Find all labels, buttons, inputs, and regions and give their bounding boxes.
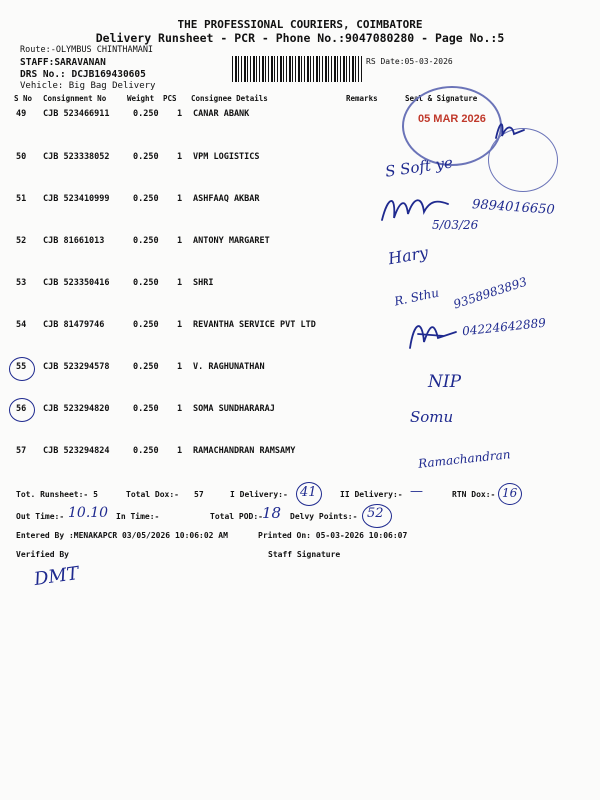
row-consignment: CJB 523294578 (43, 362, 110, 372)
row-weight: 0.250 (133, 362, 159, 372)
row-consignee: VPM LOGISTICS (193, 152, 260, 162)
col-sno: S No (14, 94, 33, 103)
row-pcs: 1 (177, 278, 183, 288)
rs-date: RS Date:05-03-2026 (366, 57, 453, 66)
rtn-dox-value: 16 (502, 486, 518, 500)
staff-text: STAFF:SARAVANAN (20, 57, 106, 68)
tot-runsheet: Tot. Runsheet:- 5 (16, 490, 98, 499)
row-consignee: REVANTHA SERVICE PVT LTD (193, 320, 316, 330)
handwritten-phone: 04224642889 (461, 315, 547, 339)
row-consignee: SHRI (193, 278, 214, 288)
row-sno: 57 (16, 446, 27, 456)
signature-scribble (404, 312, 464, 354)
company-title: THE PROFESSIONAL COURIERS, COIMBATORE (177, 18, 423, 31)
row-sno: 54 (16, 320, 27, 330)
row-pcs: 1 (177, 404, 183, 414)
row-consignment: CJB 523466911 (43, 109, 110, 119)
barcode-image (232, 56, 362, 82)
handwritten-signature: R. Sthu (393, 285, 441, 309)
row-consignee: RAMACHANDRAN RAMSAMY (193, 446, 296, 456)
printed-on: Printed On: 05-03-2026 10:06:07 (258, 531, 408, 540)
handwritten-signature: Ramachandran (417, 447, 512, 471)
handwritten-signature: S Soft ye (384, 153, 454, 181)
row-sno: 53 (16, 278, 27, 288)
handwritten-phone: 9894016650 (471, 197, 556, 218)
in-time-label: In Time:- (116, 512, 160, 521)
ii-delivery-value: — (410, 484, 423, 499)
stamp-date: 05 MAR 2026 (418, 113, 486, 125)
rtn-dox-label: RTN Dox:- (452, 490, 496, 499)
ii-delivery-label: II Delivery:- (340, 490, 403, 499)
runsheet-subtitle: Delivery Runsheet - PCR - Phone No.:9047080280 - Page No.:5 (95, 31, 505, 45)
row-consignment: CJB 523294824 (43, 446, 110, 456)
col-pcs: PCS (163, 94, 177, 103)
i-delivery-label: I Delivery:- (230, 490, 288, 499)
row-pcs: 1 (177, 446, 183, 456)
verified-signature: DMT (32, 562, 81, 591)
row-weight: 0.250 (133, 278, 159, 288)
row-consignment: CJB 81479746 (43, 320, 105, 330)
row-weight: 0.250 (133, 194, 159, 204)
row-weight: 0.250 (133, 236, 159, 246)
route-text: Route:-OLYMBUS CHINTHAMANI (20, 45, 154, 55)
row-consignee: V. RAGHUNATHAN (193, 362, 265, 372)
i-delivery-value: 41 (300, 485, 317, 500)
out-time-label: Out Time:- (16, 512, 65, 521)
row-pcs: 1 (177, 320, 183, 330)
row-sno: 51 (16, 194, 27, 204)
row-consignment: CJB 523338052 (43, 152, 110, 162)
col-weight: Weight (127, 94, 155, 103)
row-consignee: CANAR ABANK (193, 109, 250, 119)
row-pcs: 1 (177, 109, 183, 119)
handwritten-phone: 9358983893 (451, 274, 529, 312)
row-consignment: CJB 523350416 (43, 278, 110, 288)
total-pod-value: 18 (262, 504, 282, 522)
row-pcs: 1 (177, 152, 183, 162)
drs-number: DRS No.: DCJB169430605 (20, 69, 146, 80)
signature-scribble (490, 116, 530, 146)
total-dox-label: Total Dox:- (126, 490, 179, 499)
row-sno: 49 (16, 109, 27, 119)
handwritten-signature: Hary (386, 242, 430, 269)
row-consignee: SOMA SUNDHARARAJ (193, 404, 275, 414)
row-sno: 50 (16, 152, 27, 162)
delvy-points-value: 52 (367, 506, 384, 521)
row-sno: 56 (16, 404, 27, 414)
row-consignee: ASHFAAQ AKBAR (193, 194, 260, 204)
handwritten-remark: NIP (428, 372, 462, 392)
col-seal-signature: Seal & Signature (405, 94, 478, 103)
row-weight: 0.250 (133, 446, 159, 456)
verified-by-label: Verified By (16, 550, 69, 559)
staff-signature-label: Staff Signature (268, 550, 341, 559)
row-consignment: CJB 523410999 (43, 194, 110, 204)
row-pcs: 1 (177, 362, 183, 372)
row-weight: 0.250 (133, 404, 159, 414)
row-sno: 52 (16, 236, 27, 246)
total-pod-label: Total POD:- (210, 512, 263, 521)
col-consignee: Consignee Details (191, 94, 268, 103)
row-pcs: 1 (177, 236, 183, 246)
vehicle-text: Vehicle: Big Bag Delivery (20, 81, 156, 91)
row-consignment: CJB 523294820 (43, 404, 110, 414)
row-consignee: ANTONY MARGARET (193, 236, 270, 246)
row-consignment: CJB 81661013 (43, 236, 105, 246)
col-consignment: Consignment No (43, 94, 107, 103)
handwritten-signature: Somu (410, 408, 454, 426)
entered-by: Entered By :MENAKAPCR 03/05/2026 10:06:02 AM (16, 531, 228, 540)
row-sno: 55 (16, 362, 27, 372)
out-time-value: 10.10 (68, 505, 109, 521)
row-weight: 0.250 (133, 109, 159, 119)
delvy-points-label: Delvy Points:- (290, 512, 358, 521)
seal-stamp (402, 86, 502, 166)
row-pcs: 1 (177, 194, 183, 204)
handwritten-date: 5/03/26 (432, 218, 479, 232)
row-weight: 0.250 (133, 320, 159, 330)
total-dox-value: 57 (194, 490, 204, 499)
col-remarks: Remarks (346, 94, 378, 103)
row-weight: 0.250 (133, 152, 159, 162)
